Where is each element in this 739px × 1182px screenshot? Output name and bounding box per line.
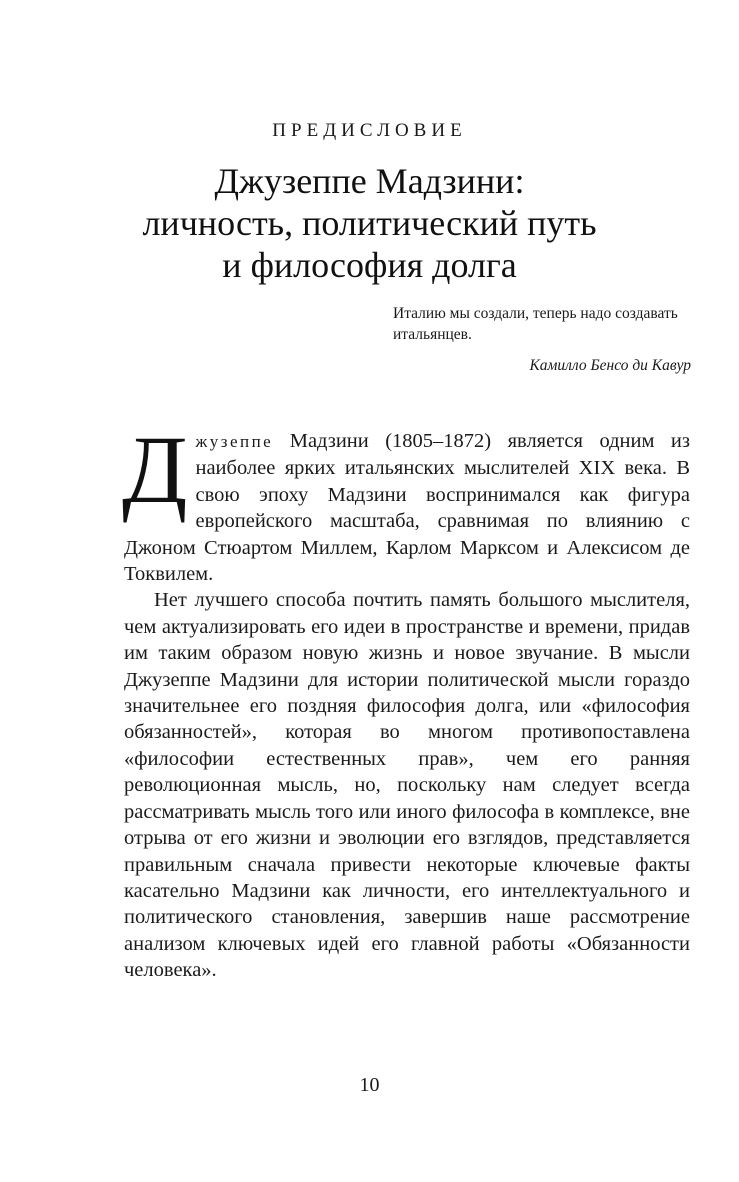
body-text xyxy=(122,416,690,984)
chapter-title-line-2: личность, политический путь xyxy=(142,203,597,243)
chapter-title-line-3: и философия долга xyxy=(222,245,517,285)
section-kicker: ПРЕДИСЛОВИЕ xyxy=(272,120,467,141)
paragraph-1 xyxy=(122,416,690,587)
epigraph-quote: Италию мы создали, теперь надо создавать итальянцев. xyxy=(393,305,678,343)
chapter-title xyxy=(0,160,739,286)
chapter-title-line-1: Джузеппе Мадзини: xyxy=(214,161,525,201)
paragraph-1-text: Мадзини (1805–1872) является одним из наиболее ярких итальянских мыслителей XIX века. В свою эпоху Мадзини воспринимался как фигура европейского масштаба, сравнимая по влиянию с Джоном Стюартом Миллем, Карлом Марксом и Алексисом де Токвилем. xyxy=(124,430,690,586)
paragraph-2: Нет лучшего способа почтить память большого мыслителя, чем актуализировать его идеи в пространстве и времени, придав им таким образом новую жизнь и новое звучание. В мысли Джузеппе Мадзини для истории политической мысли гораздо значительнее его поздняя философия долга, или «философия обязанностей», которая во многом противопоставлена «философии естественных прав», чем его ранняя революционная мысль, но, поскольку нам следует всегда рассматривать мысль того или иного философа в комплексе, вне отрыва от его жизни и эволюции его взглядов, представляется правильным сначала привести некоторые ключевые факты касательно Мадзини как личности, его интеллектуального и политического становления, завершив наше рассмотрение анализом ключевых идей его главной работы «Обязанности человека». xyxy=(124,589,690,982)
drop-cap: Д xyxy=(122,416,188,523)
epigraph-author: Камилло Бенсо ди Кавур xyxy=(529,357,691,374)
first-word-smallcaps: жузеппе xyxy=(195,432,274,451)
page-number: 10 xyxy=(359,1074,380,1096)
